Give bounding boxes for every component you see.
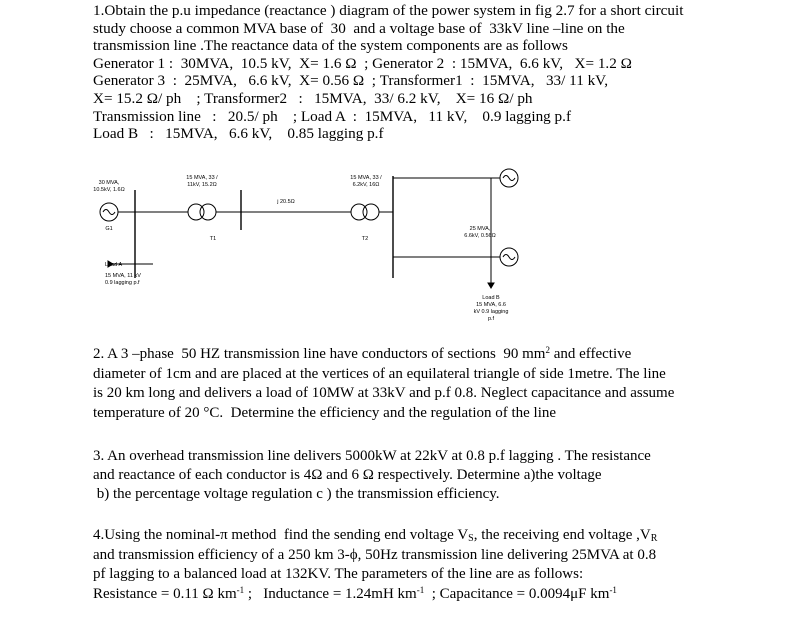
q1-line: Generator 3 : 25MVA, 6.6 kV, X= 0.56 Ω ; Transformer1 : 15MVA, 33/ 11 kV, <box>93 72 608 90</box>
q1-line: 1.Obtain the p.u impedance (reactance ) diagram of the power system in fig 2.7 for a short circuit <box>93 2 684 19</box>
power-system-diagram <box>93 160 553 338</box>
q2-line: is 20 km long and delivers a load of 10MW at 33kV and p.f 0.8. Neglect capacitance and assume <box>93 385 675 401</box>
q4-line: and transmission efficiency of a 250 km 3-ϕ, 50Hz transmission line delivering 25MVA at 0.8 <box>93 546 657 563</box>
q2-line: temperature of 20 °C. Determine the efficiency and the regulation of the line <box>93 404 557 421</box>
load-b-label: 15 MVA, 6.6 <box>476 302 506 308</box>
q1-line: Load B : 15MVA, 6.6 kV, 0.85 lagging p.f <box>93 125 384 143</box>
q4-line <box>93 526 657 546</box>
question-4 <box>93 526 657 604</box>
load-b-arrow-icon <box>488 283 494 288</box>
t2-rating: 6.2kV, 16Ω <box>352 182 380 188</box>
q1-line: Generator 1 : 30MVA, 10.5 kV, X= 1.6 Ω ; Generator 2 : 15MVA, 6.6 kV, X= 1.2 Ω <box>93 54 632 72</box>
transformer-t2-icon <box>351 204 367 220</box>
load-b-label: p.f <box>487 316 495 322</box>
g1-name: G1 <box>105 226 113 232</box>
question-3 <box>93 447 651 504</box>
q3-line: 3. An overhead transmission line delivers 5000kW at 22kV at 0.8 p.f lagging . The resistance <box>93 448 651 464</box>
g3-rating: 25 MVA, <box>469 226 491 232</box>
load-a-label: Load A <box>105 262 123 268</box>
q2-text: and effective <box>549 346 632 362</box>
t1-rating: 11kV, 15.2Ω <box>187 182 217 188</box>
q3-line: b) the percentage voltage regulation c ) the transmission efficiency. <box>93 486 500 502</box>
question-2 <box>93 345 674 423</box>
question-1 <box>93 2 683 143</box>
t1-rating: 15 MVA, 33 / <box>186 175 218 181</box>
t2-rating: 15 MVA, 33 / <box>350 175 382 181</box>
q4-line <box>93 585 657 605</box>
q4-text: 4.Using the nominal-π method find the sending end voltage V <box>93 527 469 543</box>
q4-line: pf lagging to a balanced load at 132KV. The parameters of the line are as follows: <box>93 566 584 582</box>
q2-text: 2. A 3 –phase 50 HZ transmission line have conductors of sections 90 mm <box>93 346 546 362</box>
g1-rating: 10.5kV, 1.6Ω <box>93 187 125 193</box>
superscript: -1 <box>609 584 617 595</box>
line-impedance-label: j 20.5Ω <box>277 199 295 205</box>
q2-line: diameter of 1cm and are placed at the vertices of an equilateral triangle of side 1metre. The line <box>93 365 666 382</box>
g1-rating: 30 MVA, <box>98 180 120 186</box>
load-b-label: kV 0.9 lagging <box>473 309 509 315</box>
t1-name: T1 <box>209 236 217 242</box>
q1-line: transmission line .The reactance data of the system components are as follows <box>93 37 568 55</box>
superscript: -1 <box>416 584 425 595</box>
q1-line: study choose a common MVA base of 30 and a voltage base of 33kV line –line on the <box>93 19 625 37</box>
q1-line: Transmission line : 20.5/ ph ; Load A : 15MVA, 11 kV, 0.9 lagging p.f <box>93 107 572 125</box>
superscript: 2 <box>545 345 550 355</box>
transformer-t1-icon <box>188 204 204 220</box>
t2-name: T2 <box>361 236 369 242</box>
load-a-label: 15 MVA, 11 kV <box>105 273 141 279</box>
load-b-label: Load B <box>482 295 500 301</box>
q4-text: ; Inductance = 1.24mH km <box>244 585 417 602</box>
g3-rating: 6.6kV, 0.56Ω <box>464 233 496 239</box>
load-a-label: 0.9 lagging p.f <box>105 280 140 286</box>
superscript: -1 <box>236 584 245 595</box>
subscript: R <box>650 533 658 544</box>
q2-line <box>93 345 674 365</box>
q4-text: ; Capacitance = 0.0094μF km <box>424 585 610 602</box>
subscript: S <box>468 533 474 544</box>
q4-text: Resistance = 0.11 Ω km <box>93 585 237 602</box>
q4-text: , the receiving end voltage ,V <box>473 527 651 543</box>
q1-line: X= 15.2 Ω/ ph ; Transformer2 : 15MVA, 33/ 6.2 kV, X= 16 Ω/ ph <box>93 89 533 107</box>
q3-line: and reactance of each conductor is 4Ω and 6 Ω respectively. Determine a)the voltage <box>93 467 602 483</box>
